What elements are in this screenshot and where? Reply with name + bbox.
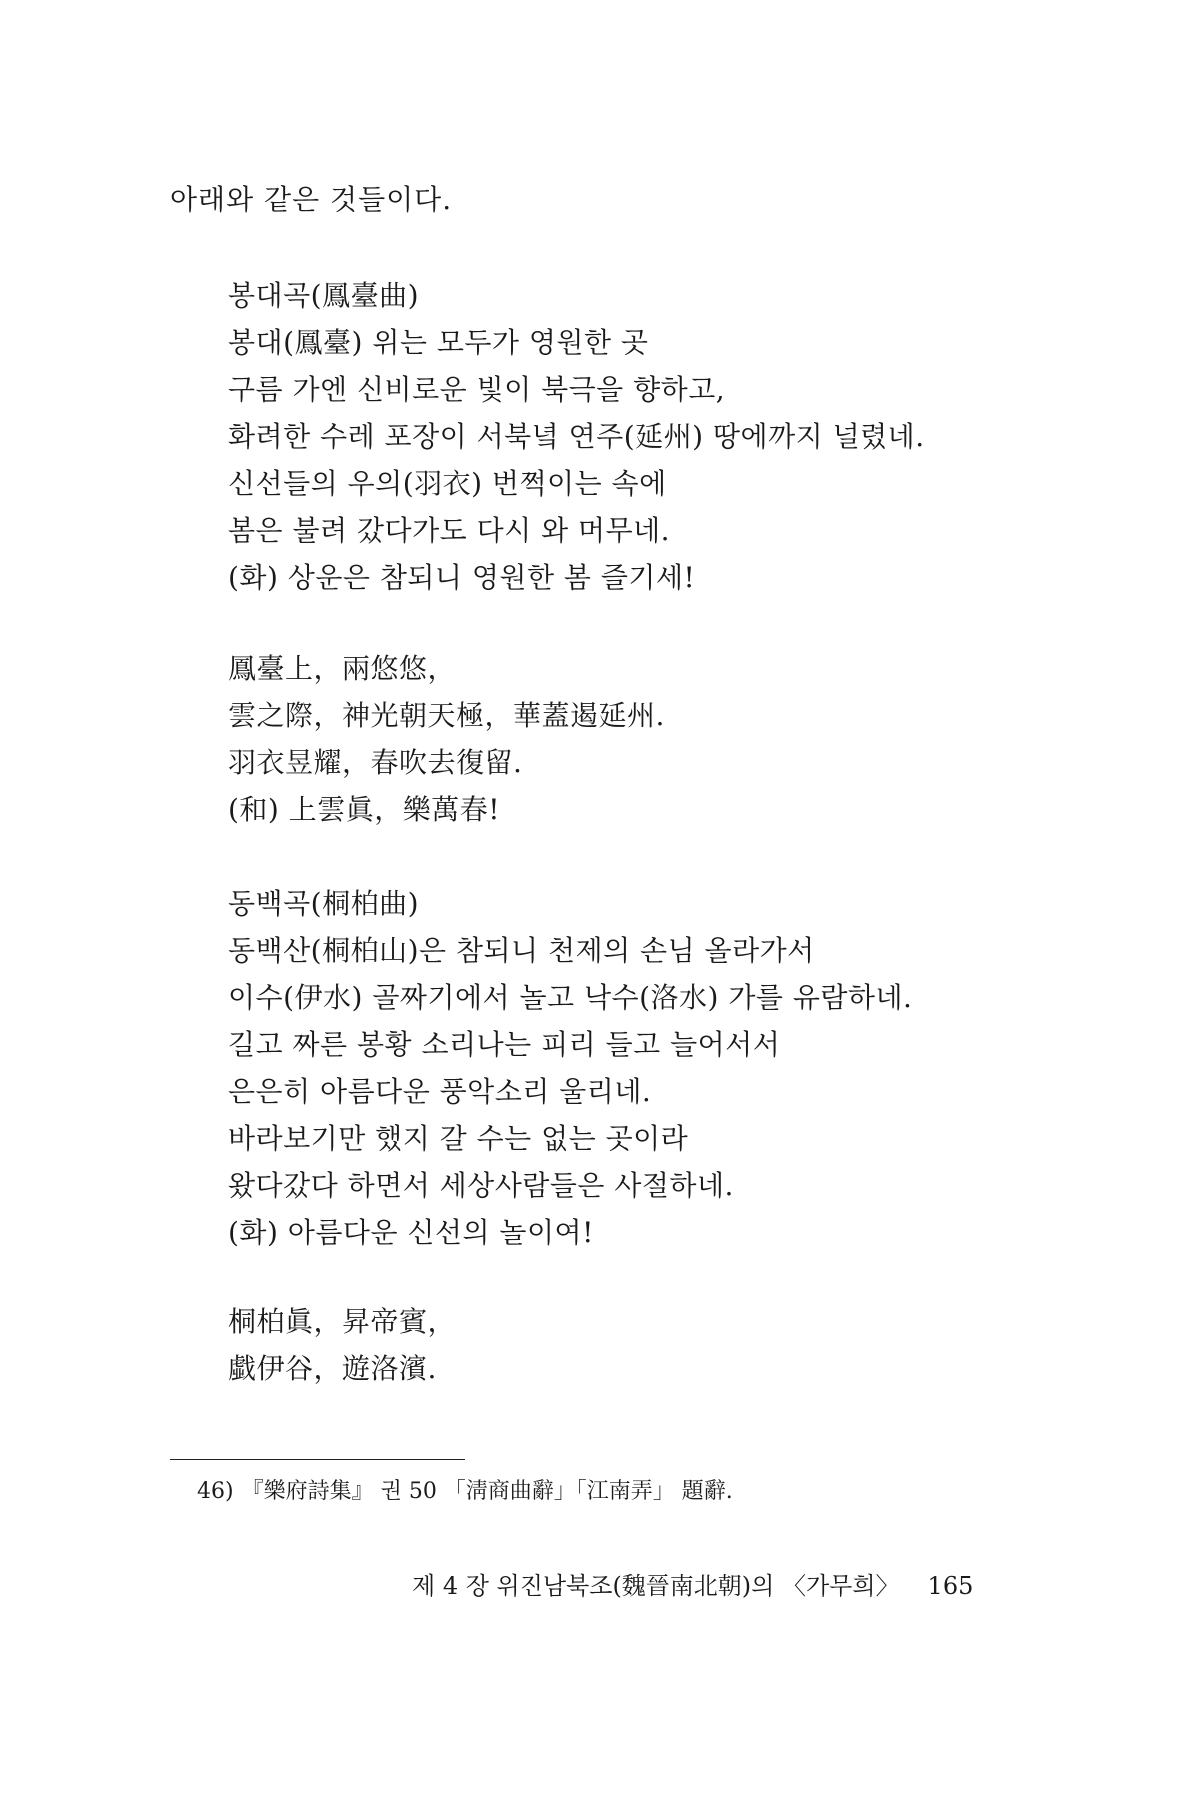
footnote bbox=[197, 1474, 733, 1505]
poem-line: 봉대(鳳臺) 위는 모두가 영원한 곳 bbox=[228, 326, 649, 359]
poem-bongdaegok-chinese bbox=[228, 645, 665, 833]
footnote-number: 46) bbox=[197, 1479, 234, 1504]
poem-line: 화려한 수레 포장이 서북녘 연주(延州) 땅에까지 널렸네. bbox=[228, 420, 925, 453]
poem-line: 雲之際，神光朝天極，華蓋遏延州. bbox=[228, 699, 665, 732]
poem-line: 바라보기만 했지 갈 수는 없는 곳이라 bbox=[228, 1122, 689, 1155]
poem-line: 봉대곡(鳳臺曲) bbox=[228, 279, 419, 312]
poem-line: 羽衣昱耀，春吹去復留. bbox=[228, 746, 523, 779]
poem-dongbaekgok-korean bbox=[228, 880, 912, 1256]
poem-bongdaegok-korean bbox=[228, 272, 925, 601]
poem-line: 戱伊谷，遊洛濱. bbox=[228, 1352, 437, 1385]
footnote-text: 『樂府詩集』 권 50 「淸商曲辭」「江南弄」 題辭. bbox=[241, 1479, 733, 1504]
poem-line: 동백곡(桐柏曲) bbox=[228, 887, 419, 920]
footnote-divider bbox=[170, 1459, 465, 1460]
poem-line: 은은히 아름다운 풍악소리 울리네. bbox=[228, 1075, 652, 1108]
page-number: 165 bbox=[927, 1572, 974, 1600]
poem-line: 桐柏眞，昇帝賓， bbox=[228, 1305, 457, 1338]
poem-line: 동백산(桐柏山)은 참되니 천제의 손님 올라가서 bbox=[228, 934, 815, 967]
poem-line: 왔다갔다 하면서 세상사람들은 사절하네. bbox=[228, 1169, 734, 1202]
running-footer bbox=[412, 1566, 973, 1601]
poem-line: 鳳臺上，兩悠悠， bbox=[228, 652, 457, 685]
poem-line: 이수(伊水) 골짜기에서 놀고 낙수(洛水) 가를 유람하네. bbox=[228, 981, 913, 1014]
poem-line: 봄은 불려 갔다가도 다시 와 머무네. bbox=[228, 514, 671, 547]
poem-line: 구름 가엔 신비로운 빛이 북극을 향하고, bbox=[228, 373, 726, 406]
poem-line: (화) 상운은 참되니 영원한 봄 즐기세! bbox=[228, 561, 696, 594]
poem-line: 신선들의 우의(羽衣) 번쩍이는 속에 bbox=[228, 467, 667, 500]
poem-line: (和) 上雲眞，樂萬春! bbox=[228, 793, 501, 826]
poem-dongbaekgok-chinese bbox=[228, 1298, 456, 1392]
intro-sentence: 아래와 같은 것들이다. bbox=[170, 183, 453, 216]
chapter-title: 제 4 장 위진남북조(魏晉南北朝)의 〈가무희〉 bbox=[412, 1572, 900, 1600]
poem-line: 길고 짜른 봉황 소리나는 피리 들고 늘어서서 bbox=[228, 1028, 781, 1061]
poem-line: (화) 아름다운 신선의 놀이여! bbox=[228, 1216, 594, 1249]
